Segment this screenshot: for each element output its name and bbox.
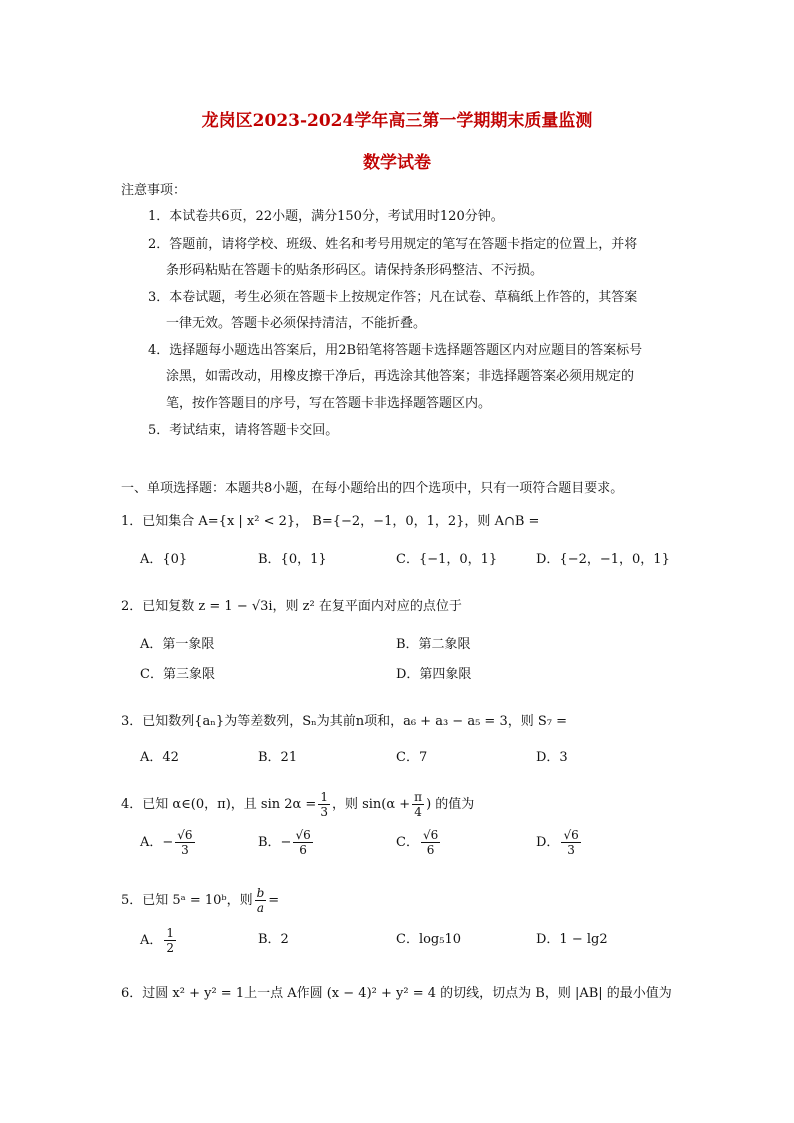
exam-subtitle: 数学试卷 [363,153,431,173]
question-2-stem: 2．已知复数 z = 1 − √3i，则 z² 在复平面内对应的点位于 [121,599,462,614]
q4-option-d-num: √6 [563,828,579,842]
q5-option-b: B．2 [258,932,289,947]
q5-option-a-label: A． [140,933,163,948]
q4-option-c-num: √6 [422,828,439,842]
notice-line-4-cont: 涂黑，如需改动，用橡皮擦干净后，再选涂其他答案；非选择题答案必须用规定的 [166,369,635,384]
notice-line-4: 4．选择题每小题选出答案后，用2B铅笔将答题卡选择题答题区内对应题目的答案标号 [148,343,643,358]
q4-option-c-fraction [421,828,440,857]
question-1-stem: 1．已知集合 A={x | x² < 2}， B={−2，−1，0，1，2}，则 A∩B = [121,514,540,529]
question-3-stem: 3．已知数列{aₙ}为等差数列，Sₙ为其前n项和，a₆ + a₃ − a₅ = 3，则 S₇ = [121,714,567,729]
question-6-stem: 6．过圆 x² + y² = 1上一点 A作圆 (x − 4)² + y² = 4 的切线，切点为 B，则 |AB| 的最小值为 [121,986,672,1001]
q4-pi-fraction [412,790,424,819]
notice-line-4-cont2: 笔，按作答题目的序号，写在答题卡非选择题答题区内。 [166,396,492,411]
question-5-stem [121,886,279,915]
question-4-stem [121,790,474,819]
q5-fraction [255,886,267,915]
q5-option-c: C．log₅10 [396,932,462,947]
notice-line-1: 1．本试卷共6页，22小题，满分150分，考试用时120分钟。 [148,209,504,224]
notice-line-2-cont: 条形码粘贴在答题卡的贴条形码区。请保持条形码整洁、不污损。 [166,263,544,278]
q5-option-a-den: 2 [166,941,175,955]
q5-option-d: D．1 − lg2 [536,932,608,947]
q2-option-d: D．第四象限 [396,667,472,682]
q4-pi-den: 4 [414,805,422,819]
notice-line-3: 3．本卷试题，考生必须在答题卡上按规定作答；凡在试卷、草稿纸上作答的，其答案 [148,290,638,305]
q4-option-b-fraction [293,828,312,857]
q4-option-d-label: D． [536,835,560,850]
q5-stem-part-b: = [268,893,280,908]
q2-option-c: C．第三象限 [140,667,215,682]
notice-line-2: 2．答题前，请将学校、班级、姓名和考号用规定的笔写在答题卡指定的位置上，并将 [148,237,638,252]
notice-line-5: 5．考试结束，请将答题卡交回。 [148,423,339,438]
q4-option-a-num: √6 [177,828,193,842]
q4-option-c [396,828,442,857]
q3-option-a: A．42 [140,750,179,765]
q5-fraction-num: b [256,886,265,900]
q4-option-d-den: 3 [567,843,575,857]
q5-option-a [140,926,178,955]
q1-option-c: C．{−1，0，1} [396,552,498,567]
q4-option-a-label: A．− [140,835,174,850]
q1-option-b: B．{0，1} [258,552,327,567]
q2-option-a: A．第一象限 [140,637,215,652]
q4-option-b-label: B．− [258,835,292,850]
q4-option-a-fraction [175,828,194,857]
q4-option-a [140,828,197,857]
q2-option-b: B．第二象限 [396,637,471,652]
q4-fraction [318,790,330,819]
q4-pi-num: π [414,790,423,804]
q3-option-d: D．3 [536,750,568,765]
q1-option-d: D．{−2，−1，0，1} [536,552,670,567]
section-heading: 一、单项选择题：本题共8小题，在每小题给出的四个选项中，只有一项符合题目要求。 [121,481,624,496]
q4-stem-part-b: ，则 sin(α + [331,797,411,812]
q5-option-a-num: 1 [166,926,175,940]
q3-option-b: B．21 [258,750,298,765]
q5-option-a-fraction [164,926,176,955]
q5-stem-part-a: 5．已知 5ᵃ = 10ᵇ，则 [121,893,253,908]
q4-option-c-label: C． [396,835,419,850]
q4-option-d-fraction [561,828,580,857]
q4-stem-part-c: ) 的值为 [426,797,475,812]
q4-option-a-den: 3 [181,843,189,857]
q4-option-b [258,828,315,857]
q1-option-a: A．{0} [140,552,188,567]
q4-option-b-den: 6 [299,843,307,857]
exam-title: 龙岗区2023-2024学年高三第一学期期末质量监测 [201,111,593,131]
q4-option-c-den: 6 [426,843,435,857]
notice-line-3-cont: 一律无效。答题卡必须保持清洁，不能折叠。 [166,316,427,331]
q5-fraction-den: a [256,901,265,915]
q3-option-c: C．7 [396,750,428,765]
q4-option-b-num: √6 [295,828,311,842]
q4-stem-part-a: 4．已知 α∈(0，π)，且 sin 2α = [121,797,317,812]
notice-heading: 注意事项： [121,183,187,198]
q4-fraction-num: 1 [320,790,328,804]
q4-fraction-den: 3 [320,805,328,819]
q4-option-d [536,828,583,857]
